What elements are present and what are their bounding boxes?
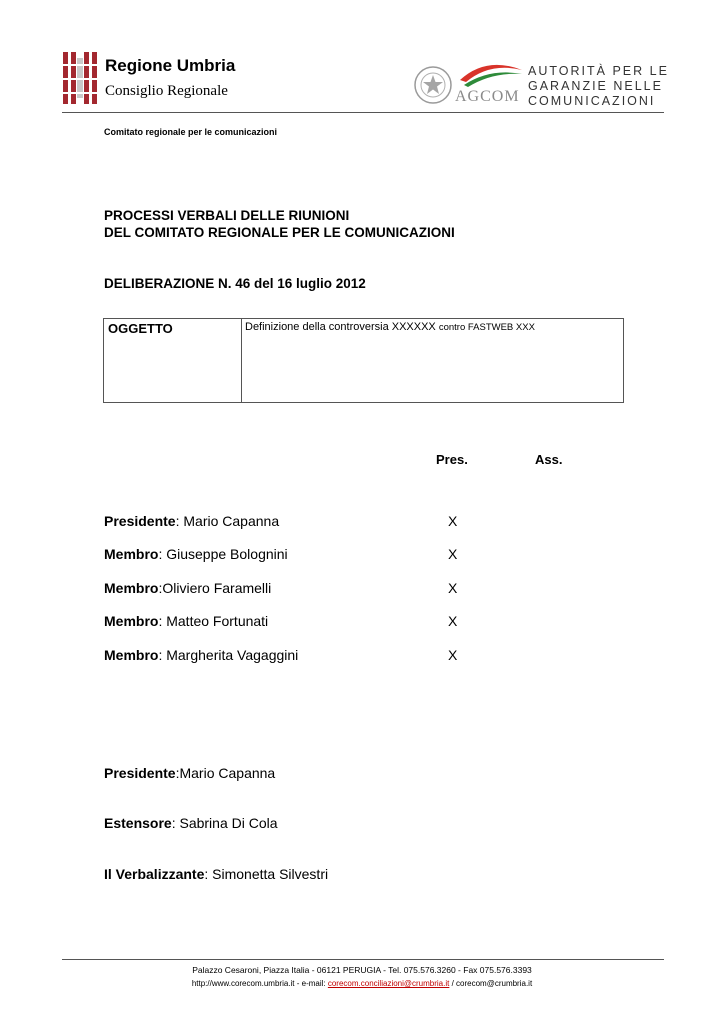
subject-label: OGGETTO	[108, 321, 173, 336]
regione-umbria-logo-icon	[62, 50, 98, 106]
present-mark: X	[448, 513, 458, 529]
agcom-wordmark: AGCOM	[455, 88, 520, 105]
member-role: Membro	[104, 647, 159, 663]
member-sep: :	[158, 647, 167, 663]
signature-sep: :	[171, 815, 180, 831]
member-sep: :	[158, 546, 167, 562]
authority-line-1: AUTORITÀ PER LE	[528, 64, 669, 78]
signature-president	[104, 765, 275, 781]
subject-text	[245, 321, 535, 333]
committee-name: Comitato regionale per le comunicazioni	[104, 127, 278, 137]
present-mark: X	[448, 580, 458, 596]
deliberation-heading: DELIBERAZIONE N. 46 del 16 luglio 2012	[104, 276, 366, 291]
authority-line-3: COMUNICAZIONI	[528, 94, 656, 108]
footer-divider	[62, 959, 664, 960]
signature-role: Estensore	[104, 815, 172, 831]
member-sep: :	[175, 513, 184, 529]
absent-column-header: Ass.	[535, 452, 563, 467]
member-row	[104, 580, 271, 596]
italian-republic-seal-icon	[413, 64, 453, 106]
member-role: Presidente	[104, 513, 176, 529]
footer-contacts	[0, 979, 724, 988]
member-name: Matteo Fortunati	[166, 613, 269, 629]
title-line-1: PROCESSI VERBALI DELLE RIUNIONI	[104, 208, 350, 223]
signature-name: Mario Capanna	[179, 765, 276, 781]
signature-name: Sabrina Di Cola	[179, 815, 278, 831]
footer-email-link[interactable]: corecom.conciliazioni@crumbria.it	[327, 979, 450, 988]
member-name: Oliviero Faramelli	[162, 580, 272, 596]
signature-name: Simonetta Silvestri	[212, 866, 329, 882]
member-name: Mario Capanna	[183, 513, 280, 529]
member-role: Membro	[104, 613, 159, 629]
region-title: Regione Umbria	[105, 56, 236, 75]
authority-line-2: GARANZIE NELLE	[528, 79, 663, 93]
footer-address: Palazzo Cesaroni, Piazza Italia - 06121 PERUGIA - Tel. 075.576.3260 - Fax 075.576.3393	[192, 965, 532, 975]
member-name: Giuseppe Bolognini	[166, 546, 288, 562]
member-row	[104, 513, 279, 529]
present-mark: X	[448, 546, 458, 562]
agcom-swoosh-icon	[456, 60, 524, 88]
signature-sep: :	[204, 866, 213, 882]
footer-web: http://www.corecom.umbria.it - e-mail:	[191, 979, 328, 988]
member-sep: :	[158, 613, 167, 629]
signature-drafter	[104, 815, 278, 831]
member-row	[104, 613, 268, 629]
region-subtitle: Consiglio Regionale	[105, 83, 228, 99]
member-name: Margherita Vagaggini	[166, 647, 299, 663]
signature-sep: :	[175, 765, 180, 781]
title-line-2: DEL COMITATO REGIONALE PER LE COMUNICAZIONI	[104, 225, 455, 240]
member-row	[104, 546, 288, 562]
present-column-header: Pres.	[436, 452, 468, 467]
signature-role: Presidente	[104, 765, 176, 781]
header-divider	[62, 112, 664, 113]
present-mark: X	[448, 647, 458, 663]
member-sep: :	[158, 580, 163, 596]
signature-role: Il Verbalizzante	[104, 866, 205, 882]
signature-recorder	[104, 866, 328, 882]
subject-text-small: contro FASTWEB XXX	[438, 322, 535, 333]
subject-box-divider	[241, 318, 242, 403]
subject-text-main: Definizione della controversia XXXXXX	[245, 321, 436, 333]
footer-email-secondary: / corecom@crumbria.it	[449, 979, 533, 988]
present-mark: X	[448, 613, 458, 629]
member-role: Membro	[104, 546, 159, 562]
member-role: Membro	[104, 580, 159, 596]
member-row	[104, 647, 298, 663]
